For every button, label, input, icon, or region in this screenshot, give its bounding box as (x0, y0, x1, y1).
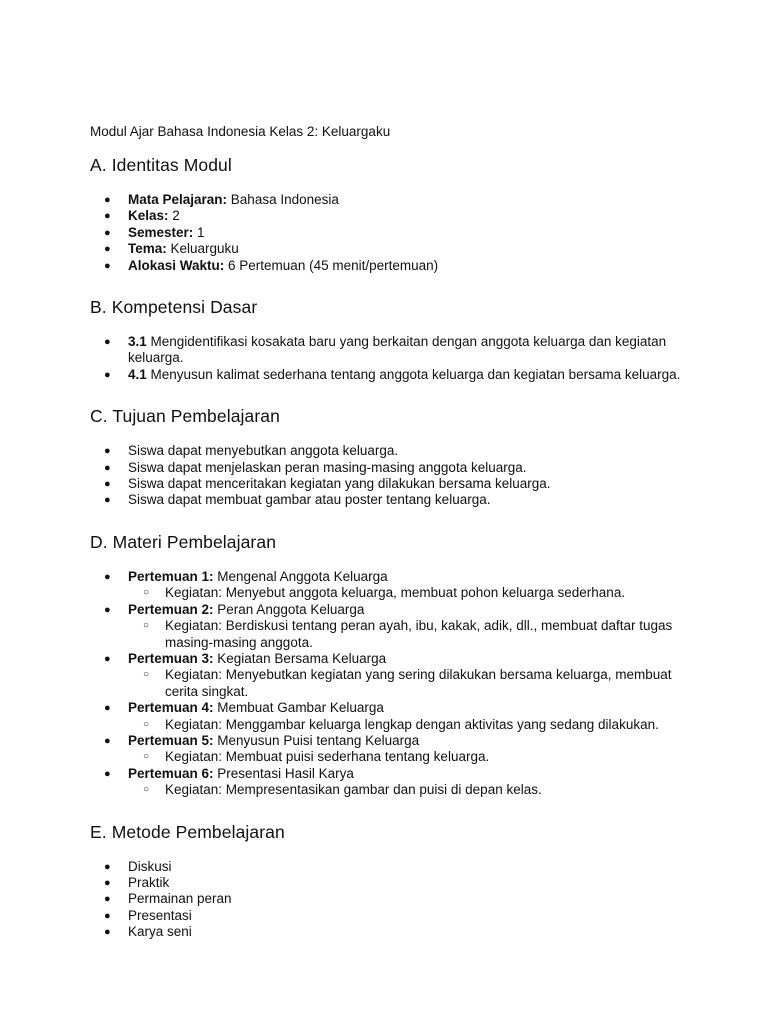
bullet-icon: ● (104, 259, 111, 272)
list-item: ● Presentasi (104, 907, 192, 923)
bullet-icon: ● (104, 767, 111, 780)
section-c-heading: C. Tujuan Pembelajaran (90, 406, 280, 427)
section-a-heading: A. Identitas Modul (90, 155, 232, 175)
list-item: ● Alokasi Waktu: 6 Pertemuan (45 menit/pertemuan) (104, 257, 439, 273)
circle-bullet-icon: ○ (143, 669, 150, 681)
circle-bullet-icon: ○ (143, 784, 150, 796)
sub-list (128, 618, 690, 651)
kompetensi-list (90, 334, 690, 383)
sub-list (128, 667, 690, 700)
sub-list (128, 749, 690, 765)
circle-bullet-icon: ○ (143, 718, 150, 730)
document-page (90, 124, 690, 963)
bullet-icon: ● (104, 926, 111, 939)
circle-bullet-icon: ○ (143, 751, 150, 763)
sub-list (128, 782, 690, 798)
list-item: ● Pertemuan 6: Presentasi Hasil Karya ○ Kegiatan: Mempresentasikan gambar dan puisi di depan kelas. (90, 766, 690, 799)
list-item: ● Pertemuan 1: Mengenal Anggota Keluarga ○ Kegiatan: Menyebut anggota keluarga, membuat pohon keluarga sederhana. (90, 569, 690, 602)
section-d-heading: D. Materi Pembelajaran (90, 531, 277, 552)
bullet-icon: ● (104, 368, 111, 381)
list-item: ● Pertemuan 3: Kegiatan Bersama Keluarga ○ Kegiatan: Menyebutkan kegiatan yang sering dilakukan bersama keluarga, membuat cerita singkat. (90, 651, 690, 700)
bullet-icon: ● (104, 243, 111, 256)
list-item: ● Siswa dapat menyebutkan anggota keluarga. (104, 443, 399, 459)
bullet-icon: ● (104, 893, 111, 906)
list-item: ● Praktik (104, 874, 170, 890)
sub-list (128, 717, 690, 733)
list-item: ● Diskusi (104, 858, 172, 874)
section-b-heading: B. Kompetensi Dasar (90, 297, 258, 318)
sub-list-item: ○ Kegiatan: Menggambar keluarga lengkap dengan aktivitas yang sedang dilakukan. (143, 716, 659, 732)
list-item: ● Kelas: 2 (104, 208, 180, 224)
sub-list (128, 585, 690, 601)
bullet-icon: ● (104, 494, 111, 507)
list-item: ● Tema: Keluarguku (104, 241, 239, 257)
sub-list-item: ○ Kegiatan: Mempresentasikan gambar dan puisi di depan kelas. (143, 782, 542, 798)
bullet-icon: ● (104, 478, 111, 491)
circle-bullet-icon: ○ (143, 620, 150, 632)
section-e-heading: E. Metode Pembelajaran (90, 821, 285, 842)
document-title: Modul Ajar Bahasa Indonesia Kelas 2: Keluargaku (90, 124, 391, 139)
list-item: ● Siswa dapat membuat gambar atau poster tentang keluarga. (104, 492, 491, 508)
sub-list-item: ○ Kegiatan: Menyebut anggota keluarga, membuat pohon keluarga sederhana. (143, 585, 626, 601)
bullet-icon: ● (104, 461, 111, 474)
list-item: ● Permainan peran (104, 891, 232, 907)
bullet-icon: ● (104, 445, 111, 458)
tujuan-list (90, 443, 690, 509)
bullet-icon: ● (104, 652, 111, 665)
identitas-list (90, 192, 690, 274)
sub-list-item: ○ Kegiatan: Menyebutkan kegiatan yang sering dilakukan bersama keluarga, membuat cerita singkat. (143, 667, 672, 699)
list-item: ● Mata Pelajaran: Bahasa Indonesia (104, 192, 339, 207)
list-item: ● 4.1 Menyusun kalimat sederhana tentang anggota keluarga dan kegiatan bersama keluarga. (104, 366, 681, 382)
bullet-icon: ● (104, 860, 111, 873)
list-item: ● Siswa dapat menjelaskan peran masing-masing anggota keluarga. (104, 459, 527, 475)
bullet-icon: ● (104, 603, 111, 616)
list-item: ● 3.1 Mengidentifikasi kosakata baru yang berkaitan dengan anggota keluarga dan kegiatan keluarga. (104, 334, 667, 366)
metode-list (90, 859, 690, 941)
sub-list-item: ○ Kegiatan: Membuat puisi sederhana tentang keluarga. (143, 749, 490, 765)
list-item: ● Semester: 1 (104, 224, 205, 240)
bullet-icon: ● (104, 194, 111, 206)
sub-list-item: ○ Kegiatan: Berdiskusi tentang peran ayah, ibu, kakak, adik, dll., membuat daftar tugas masing-masing anggota. (143, 618, 673, 650)
bullet-icon: ● (104, 570, 111, 583)
bullet-icon: ● (104, 876, 111, 889)
list-item: ● Pertemuan 4: Membuat Gambar Keluarga ○ Kegiatan: Menggambar keluarga lengkap dengan aktivitas yang sedang dilakukan. (90, 700, 690, 733)
circle-bullet-icon: ○ (143, 587, 150, 599)
bullet-icon: ● (104, 909, 111, 922)
bullet-icon: ● (104, 226, 111, 239)
list-item: ● Pertemuan 5: Menyusun Puisi tentang Keluarga ○ Kegiatan: Membuat puisi sederhana tentang keluarga. (90, 733, 690, 766)
materi-list (90, 569, 690, 799)
bullet-icon: ● (104, 734, 111, 747)
list-item: ● Siswa dapat menceritakan kegiatan yang dilakukan bersama keluarga. (104, 476, 551, 492)
bullet-icon: ● (104, 702, 111, 715)
bullet-icon: ● (104, 210, 111, 223)
list-item: ● Pertemuan 2: Peran Anggota Keluarga ○ Kegiatan: Berdiskusi tentang peran ayah, ibu, kakak, adik, dll., membuat daftar tugas masing-masing anggota. (90, 602, 690, 651)
bullet-icon: ● (104, 336, 111, 349)
list-item: ● Karya seni (104, 924, 192, 940)
